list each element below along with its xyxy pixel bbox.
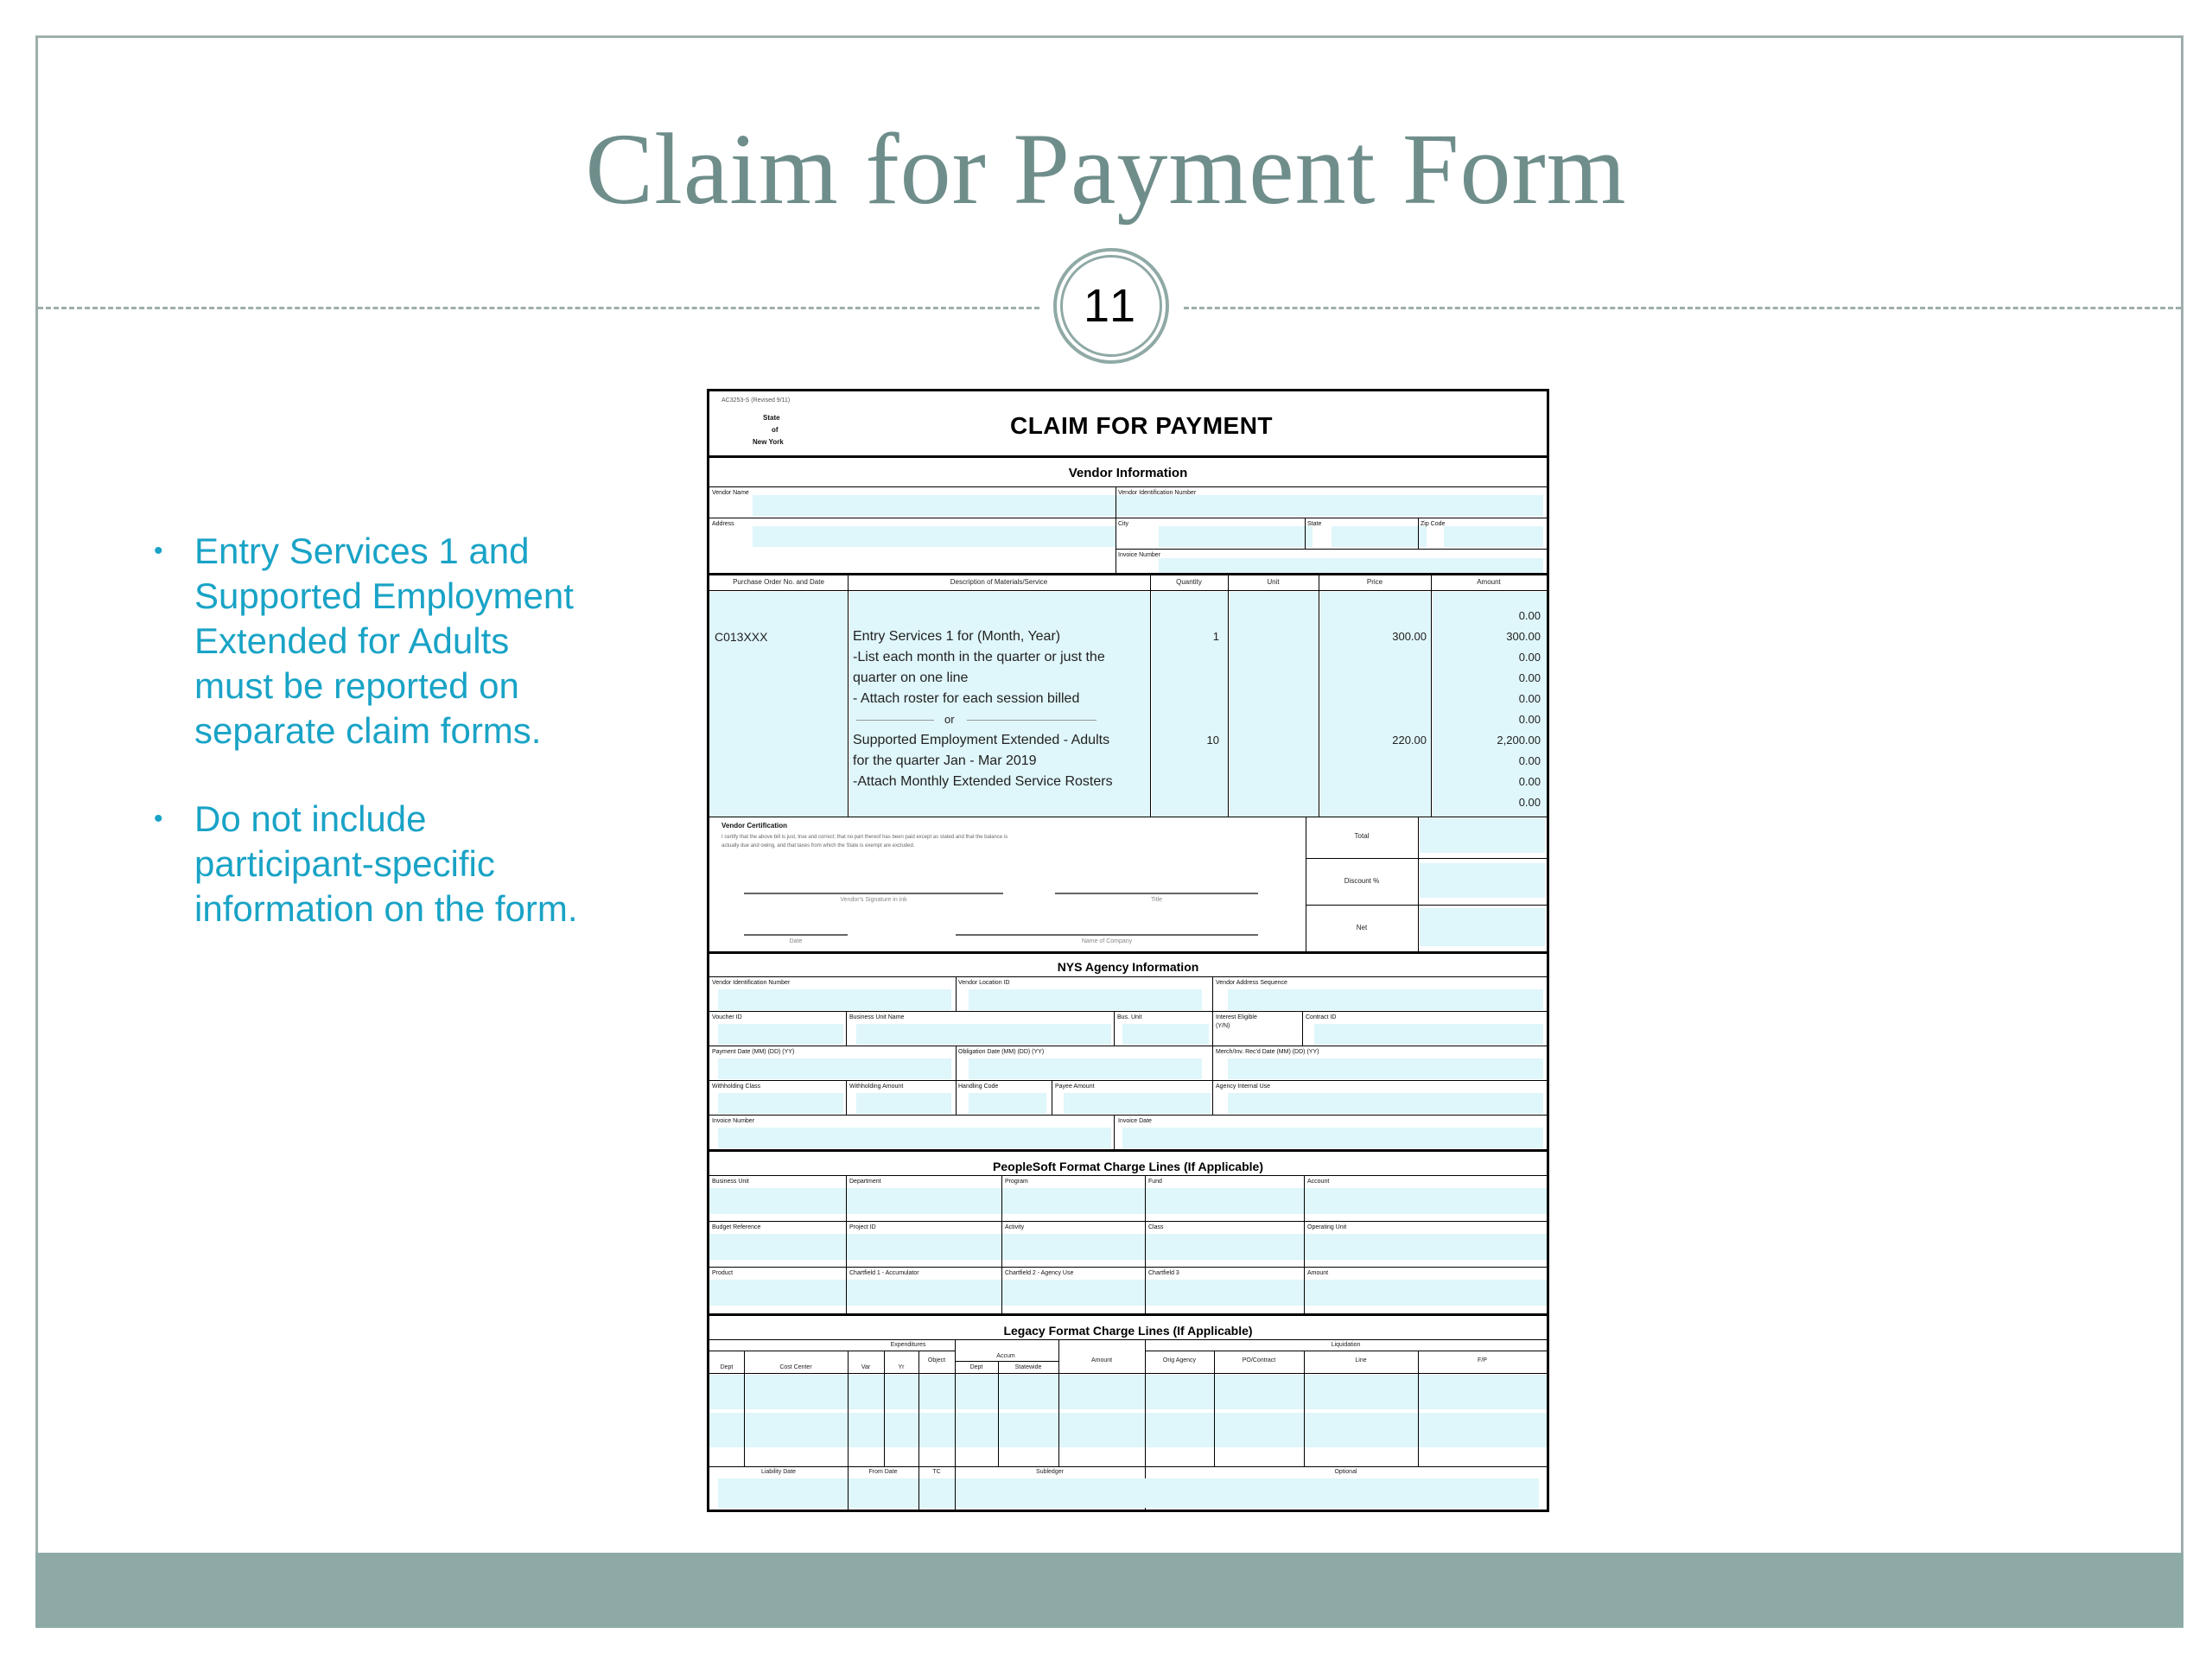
rule [1212,1080,1213,1115]
po-header: Purchase Order No. and Date [733,578,824,586]
ps-label: Business Unit [712,1179,749,1185]
rule [1114,1011,1115,1046]
legacy-section-title: Legacy Format Charge Lines (If Applicable) [1003,1324,1253,1338]
ps-row-fill[interactable] [709,1188,1547,1214]
dept-label: Dept [720,1364,734,1370]
rule [1114,1115,1115,1149]
rule [884,1351,885,1466]
certification-text: I certify that the above bill is just, true and correct; that no part thereof has been paid except as stated and that the balance is [721,835,1008,840]
agency-vendor-id-label: Vendor Identification Number [712,980,791,986]
rule [1418,518,1419,549]
ps-label: Account [1307,1179,1330,1185]
business-unit-name-field[interactable] [856,1024,1111,1045]
ps-label: Chartfield 3 [1148,1270,1179,1276]
amount-cell: 0.00 [1518,609,1541,622]
price-2: 220.00 [1392,734,1427,747]
agency-internal-label: Agency Internal Use [1216,1084,1271,1090]
agency-internal-field[interactable] [1228,1093,1543,1114]
price-column[interactable] [1320,592,1431,817]
certification-text: actually due and owing, and that taxes from which the State is exempt are excluded. [721,843,915,849]
agency-invoice-number-label: Invoice Number [712,1118,755,1124]
rule [744,1351,745,1466]
bullet-dot-icon: • [154,537,163,565]
handling-code-field[interactable] [969,1093,1046,1114]
rule [1212,1011,1213,1046]
liquidation-label: Liquidation [1331,1342,1361,1348]
rule [709,1221,1547,1222]
bus-unit-label: Bus. Unit [1117,1014,1142,1020]
signature-label: Vendor's Signature in ink [840,897,907,903]
rule [846,1175,847,1313]
bullet-text: Entry Services 1 and Supported Employment Extended for Adults must be reported on separate claim forms. [194,531,574,751]
rule [1306,858,1547,859]
invoice-date-label: Invoice Date [1118,1118,1152,1124]
bullet-list [147,529,596,975]
rule [709,1466,1547,1467]
rule [1116,549,1547,550]
rule [918,1466,919,1512]
description-or: or [944,713,955,726]
price-1: 300.00 [1392,630,1427,643]
rule [848,1351,849,1466]
quantity-1: 1 [1212,630,1219,643]
amount-cell: 0.00 [1518,651,1541,664]
vendor-location-field[interactable] [969,989,1202,1010]
po-column[interactable] [709,592,848,817]
rule [709,1011,1547,1012]
payee-amount-field[interactable] [1064,1093,1211,1114]
payment-date-label: Payment Date (MM) (DD) (YY) [712,1049,795,1055]
quantity-column[interactable] [1152,592,1228,817]
rule [956,1080,957,1115]
total-field[interactable] [1420,818,1545,853]
description-line: -Attach Monthly Extended Service Rosters [853,774,1113,789]
agency-invoice-number-field[interactable] [718,1128,1111,1148]
state-label: State [1307,521,1322,527]
rule [1305,518,1306,549]
description-line: Supported Employment Extended - Adults [853,733,1110,747]
ps-label: Budget Reference [712,1224,761,1230]
vendor-id-field[interactable] [1116,495,1543,516]
vendor-address-seq-field[interactable] [1228,989,1543,1010]
withholding-class-field[interactable] [718,1093,843,1114]
amount-cell: 0.00 [1518,775,1541,788]
rule [1304,1351,1305,1466]
line [744,934,848,936]
dept2-label: Dept [969,1364,983,1370]
description-line: -List each month in the quarter or just the [853,650,1105,664]
description-line: - Attach roster for each session billed [853,691,1080,706]
rule [1212,1046,1213,1080]
ps-label: Chartfield 2 - Agency Use [1005,1270,1074,1276]
rule [956,1046,957,1080]
footer-band [35,1553,2183,1628]
bullet-dot-icon: • [154,804,163,833]
ps-label: Class [1148,1224,1164,1230]
title-label: Title [1151,897,1162,903]
vendor-section-title: Vendor Information [1068,466,1188,480]
rule [709,1373,1547,1374]
bus-unit-field[interactable] [1122,1024,1209,1045]
vendor-id-label: Vendor Identification Number [1118,490,1197,496]
rule [998,1361,999,1466]
rule [709,590,1547,591]
rule [709,455,1547,458]
withholding-amount-label: Withholding Amount [849,1084,904,1090]
address-field[interactable] [753,526,1116,547]
line [744,893,1003,894]
rule [846,1011,847,1046]
agency-section-title: NYS Agency Information [1057,960,1199,974]
rule [956,976,957,1011]
po-value: C013XXX [715,630,768,644]
rule [709,976,1547,977]
rule [709,1313,1547,1316]
invoice-number-field[interactable] [1159,558,1543,574]
rule [848,573,849,817]
accum-label: Accum [996,1353,1015,1359]
rule [1150,573,1151,817]
divider-left [38,307,1039,309]
peoplesoft-section-title: PeopleSoft Format Charge Lines (If Applicable) [993,1160,1263,1173]
rule [1212,976,1213,1011]
tc-label: TC [932,1469,941,1475]
description-line: Entry Services 1 for (Month, Year) [853,629,1061,644]
certification-label: Vendor Certification [721,822,788,830]
rule [1001,1175,1002,1313]
net-label: Net [1356,924,1368,931]
price-header: Price [1366,578,1383,586]
rule [1418,817,1419,951]
address-label: Address [712,521,734,527]
rule [955,1339,956,1466]
rule [709,1175,1547,1176]
city-field[interactable] [1159,526,1313,547]
discount-label: Discount % [1344,877,1380,885]
contract-id-label: Contract ID [1306,1014,1337,1020]
amount-cell: 0.00 [1518,671,1541,684]
discount-field[interactable] [1420,863,1545,898]
description-line: for the quarter Jan - Mar 2019 [853,753,1037,768]
claim-form [707,389,1549,1512]
rule [709,951,1547,954]
ps-label: Fund [1148,1179,1162,1185]
payee-amount-label: Payee Amount [1055,1084,1095,1090]
ps-label: Operating Unit [1307,1224,1347,1230]
fp-label: F/P [1478,1357,1487,1363]
withholding-class-label: Withholding Class [712,1084,761,1090]
line [956,934,1258,936]
vendor-address-seq-label: Vendor Address Sequence [1216,980,1287,986]
form-code: AC3253-S (Revised 9/11) [721,397,791,404]
zip-label: Zip Code [1421,521,1446,527]
rule [1214,1351,1215,1466]
ps-label: Amount [1307,1270,1329,1276]
orig-agency-label: Orig Agency [1162,1357,1197,1363]
line-label: Line [1355,1357,1367,1363]
yr-label: Yr [898,1364,905,1370]
unit-header: Unit [1267,578,1280,586]
zip-field[interactable] [1444,526,1543,547]
expenditures-label: Expenditures [890,1342,926,1348]
legacy-row-fill[interactable] [709,1375,1547,1409]
line [1055,893,1258,894]
rule [709,573,1547,575]
withholding-amount-field[interactable] [856,1093,951,1114]
legacy-row-fill[interactable] [709,1413,1547,1447]
ps-label: Department [849,1179,881,1185]
rule [709,486,1547,487]
rule [1228,573,1229,817]
object-label: Object [927,1357,946,1363]
legacy-bottom-fill[interactable] [718,1478,1539,1508]
liability-date-label: Liability Date [760,1469,797,1475]
description-line: quarter on one line [853,671,969,685]
agency-vendor-id-field[interactable] [718,989,951,1010]
rule [918,1351,919,1466]
rule [967,720,1096,721]
rule [846,1080,847,1115]
rule [848,1466,849,1512]
unit-column[interactable] [1230,592,1319,817]
form-title: CLAIM FOR PAYMENT [1009,412,1274,439]
bullet-item [147,797,596,931]
ps-label: Chartfield 1 - Accumulator [849,1270,919,1276]
merch-date-field[interactable] [1228,1058,1543,1079]
payment-date-field[interactable] [718,1058,951,1079]
state-label-2: of [772,426,779,434]
business-unit-name-label: Business Unit Name [849,1014,905,1020]
handling-code-label: Handling Code [958,1084,999,1090]
ps-label: Program [1005,1179,1028,1185]
rule [955,1361,1058,1362]
net-field[interactable] [1420,908,1545,946]
slide-number: 11 [1060,255,1162,357]
statewide-label: Statewide [1014,1364,1042,1370]
ps-label: Product [712,1270,734,1276]
from-date-label: From Date [868,1469,898,1475]
amount-header: Amount [1477,578,1501,586]
legacy-amount-label: Amount [1090,1357,1113,1363]
var-label: Var [861,1364,871,1370]
divider-right [1184,307,2181,309]
amount-cell: 0.00 [1518,754,1541,767]
company-label: Name of Company [1081,938,1133,944]
vendor-location-label: Vendor Location ID [958,980,1010,986]
state-label-3: New York [753,438,784,446]
contract-id-field[interactable] [1314,1024,1543,1045]
amount-cell: 0.00 [1518,713,1541,726]
rule [1306,905,1547,906]
quantity-2: 10 [1206,734,1219,747]
rule [856,720,934,721]
rule [709,1149,1547,1152]
quantity-header: Quantity [1176,578,1202,586]
interest-eligible-label: Interest Eligible (Y/N) [1216,1014,1257,1029]
subledger-label: Subledger [1036,1469,1064,1475]
rule [1418,1351,1419,1466]
amount-cell: 0.00 [1518,796,1541,809]
description-header: Description of Materials/Service [950,578,1048,586]
state-field[interactable] [1332,526,1427,547]
rule [1058,1339,1059,1466]
total-label: Total [1354,832,1370,840]
rule [1302,1011,1303,1046]
date-label: Date [789,938,803,944]
ps-row-fill[interactable] [709,1234,1547,1260]
rule [1304,1175,1305,1313]
amount-cell: 300.00 [1506,630,1541,643]
rule [709,1080,1547,1081]
rule [1145,1175,1146,1313]
ps-row-fill[interactable] [709,1280,1547,1306]
optional-label: Optional [1334,1469,1357,1475]
vendor-name-field[interactable] [753,495,1116,516]
voucher-id-label: Voucher ID [712,1014,742,1020]
vendor-name-label: Vendor Name [712,490,749,496]
slide-title: Claim for Payment Form [585,112,1627,226]
merch-date-label: Merch/Inv. Rec'd Date (MM) (DD) (YY) [1216,1049,1319,1055]
bullet-text: Do not include participant-specific information on the form. [194,798,578,929]
po-contract-label: PO/Contract [1242,1357,1276,1363]
obligation-date-label: Obligation Date (MM) (DD) (YY) [958,1049,1045,1055]
rule [709,1115,1547,1116]
ps-label: Activity [1005,1224,1025,1230]
rule [1431,573,1432,817]
rule [709,1267,1547,1268]
invoice-date-field[interactable] [1122,1128,1543,1148]
amount-cell: 0.00 [1518,692,1541,705]
voucher-id-field[interactable] [718,1024,843,1045]
state-label-1: State [763,414,780,422]
bullet-item [147,529,596,753]
amount-cell: 2,200.00 [1497,734,1541,747]
rule [955,1466,956,1512]
rule [709,1339,1547,1340]
obligation-date-field[interactable] [969,1058,1202,1079]
ps-label: Project ID [849,1224,876,1230]
cost-center-label: Cost Center [779,1364,812,1370]
city-label: City [1118,521,1129,527]
invoice-number-label: Invoice Number [1118,552,1161,558]
